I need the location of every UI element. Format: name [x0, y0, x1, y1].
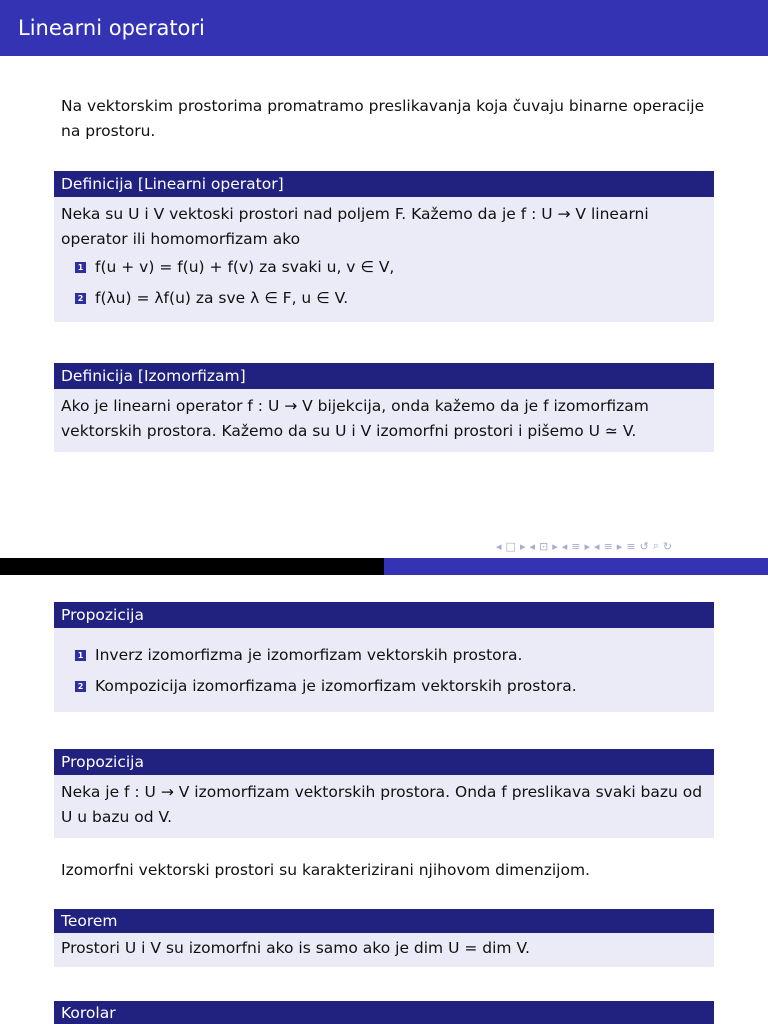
section-icon[interactable]: ≡ [571, 539, 581, 553]
list-item [61, 283, 707, 314]
nav-prev-subsection-icon[interactable]: ◂ [529, 539, 535, 553]
intro-paragraph: Na vektorskim prostorima promatramo preslikavanja koja čuvaju binarne operacije na prostoru. [61, 97, 705, 140]
list-item [61, 252, 707, 283]
enum-number-badge: 1 [75, 650, 86, 661]
enum-number-badge: 2 [75, 293, 86, 304]
search-icon[interactable]: ⌕ [652, 539, 659, 552]
nav-prev-frame-icon[interactable]: ◂ [496, 539, 502, 553]
list-item [61, 640, 707, 671]
nav-prev-doc-icon[interactable]: ◂ [594, 539, 600, 553]
enumeration [61, 252, 707, 314]
middle-paragraph: Izomorfni vektorski prostori su karakterizirani njihovom dimenzijom. [61, 861, 590, 879]
enumeration [61, 640, 707, 702]
block-body [54, 628, 714, 712]
enum-number-badge: 2 [75, 681, 86, 692]
block-body: Neka je f : U → V izomorfizam vektorskih prostora. Onda f preslikava svaki bazu od U u bazu od V. [54, 775, 714, 838]
block-body [54, 197, 714, 322]
theorem-block [54, 909, 714, 967]
nav-next-frame-icon[interactable]: ▸ [519, 539, 526, 553]
frame-icon[interactable]: □ [505, 539, 516, 553]
block-title: Propozicija [54, 602, 714, 628]
definition-text: Neka su U i V vektoski prostori nad poljem F. Kažemo da je f : U → V linearni operator ili homomorfizam ako [61, 205, 649, 248]
list-item [61, 671, 707, 702]
list-item-text: f(λu) = λf(u) za sve λ ∈ F, u ∈ V. [95, 289, 349, 307]
block-body: Ako je linearni operator f : U → V bijekcija, onda kažemo da je f izomorfizam vektorskih prostora. Kažemo da su U i V izomorfni prostori i pišemo U ≃ V. [54, 389, 714, 452]
subsection-icon[interactable]: ⊡ [539, 539, 549, 553]
block-title: Teorem [54, 909, 714, 933]
slide-separator-blue [384, 558, 768, 575]
definition-linear-operator [54, 171, 714, 322]
list-item-text: Kompozicija izomorfizama je izomorfizam vektorskih prostora. [95, 677, 577, 695]
nav-next-subsection-icon[interactable]: ▸ [552, 539, 558, 553]
block-title: Definicija [Linearni operator] [54, 171, 714, 197]
document-icon[interactable]: ≡ [603, 539, 613, 553]
proposition-block-1 [54, 602, 714, 712]
block-body: Prostori U i V su izomorfni ako is samo ako je dim U = dim V. [54, 933, 714, 967]
appendix-icon[interactable]: ≡ [626, 539, 636, 553]
list-item-text: f(u + v) = f(u) + f(v) za svaki u, v ∈ V, [95, 258, 395, 276]
forward-icon[interactable]: ↻ [662, 539, 673, 553]
list-item-text: Inverz izomorfizma je izomorfizam vektorskih prostora. [95, 646, 523, 664]
definition-isomorphism [54, 363, 714, 452]
frame-title [0, 0, 768, 56]
block-title: Korolar [54, 1001, 714, 1024]
slide-separator-dark [0, 558, 384, 575]
frame-title-text: Linearni operatori [18, 16, 205, 40]
corollary-block [54, 1001, 714, 1024]
block-title: Definicija [Izomorfizam] [54, 363, 714, 389]
beamer-navigation-bar [496, 538, 768, 554]
block-title: Propozicija [54, 749, 714, 775]
nav-next-doc-icon[interactable]: ▸ [616, 539, 623, 553]
nav-next-section-icon[interactable]: ▸ [584, 539, 591, 553]
back-icon[interactable]: ↺ [639, 539, 649, 553]
enum-number-badge: 1 [75, 262, 86, 273]
proposition-block-2 [54, 749, 714, 838]
nav-prev-section-icon[interactable]: ◂ [561, 539, 568, 553]
